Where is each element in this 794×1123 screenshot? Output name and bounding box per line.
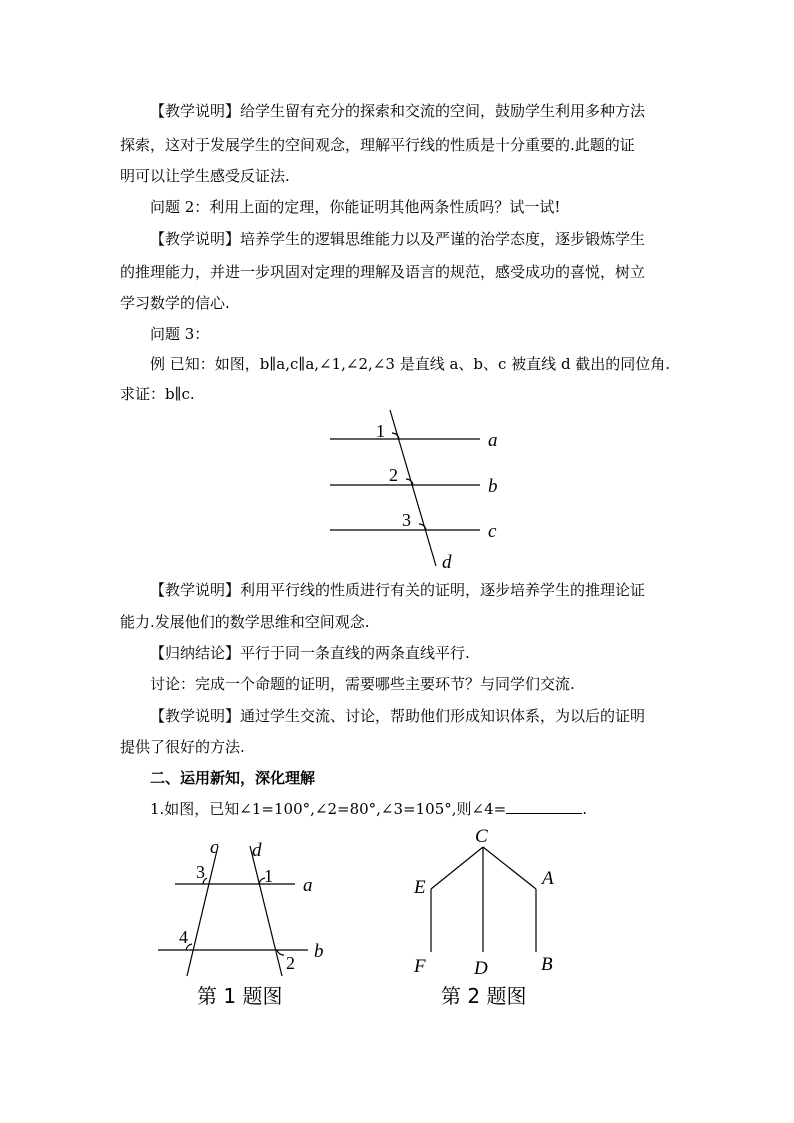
fig1-line-a-label: a <box>303 875 313 896</box>
fig2-point-F-label: F <box>414 956 426 977</box>
teaching-note-3-line-1: 【教学说明】利用平行线的性质进行有关的证明，逐步培养学生的推理论证 <box>150 581 646 599</box>
teaching-note-1-line-1: 【教学说明】给学生留有充分的探索和交流的空间，鼓励学生利用多种方法 <box>150 102 646 120</box>
teaching-note-2-line-2: 的推理能力，并进一步巩固对定理的理解及语言的规范，感受成功的喜悦，树立 <box>120 263 646 281</box>
teaching-note-3-line-2: 能力.发展他们的数学思维和空间观念. <box>120 613 370 631</box>
section-heading: 二、运用新知，深化理解 <box>150 769 316 787</box>
fig2-point-A-label: A <box>542 868 554 889</box>
example-line-b-label: b <box>488 476 498 497</box>
teaching-note-2-line-1: 【教学说明】培养学生的逻辑思维能力以及严谨的治学态度，逐步锻炼学生 <box>150 230 646 248</box>
example-line-c-label: c <box>488 521 497 542</box>
teaching-note-4-line-2: 提供了很好的方法. <box>120 738 245 756</box>
example-line-d-label: d <box>442 552 452 573</box>
fig2-point-D-label: D <box>474 958 488 979</box>
teaching-note-4-line-1: 【教学说明】通过学生交流、讨论，帮助他们形成知识体系，为以后的证明 <box>150 707 646 725</box>
teaching-note-1-line-2: 探索，这对于发展学生的空间观念，理解平行线的性质是十分重要的.此题的证 <box>120 136 635 154</box>
fig2-point-C-label: C <box>475 826 488 847</box>
fig1-line-b-label: b <box>314 941 324 962</box>
fig2-segment-CA <box>483 847 536 889</box>
exercise-1-period: . <box>582 800 587 818</box>
fig1-line-d-label: d <box>252 840 262 861</box>
example-line-a-label: a <box>488 430 498 451</box>
fig2-segment-EC <box>431 847 483 889</box>
exercise-1-text: 1.如图，已知∠1=100°,∠2=80°,∠3=105°,则∠4= <box>150 800 507 818</box>
fig1-angle-4-label: 4 <box>179 927 188 947</box>
fig2-point-B-label: B <box>541 954 553 975</box>
figure-1-caption: 第 1 题图 <box>197 984 283 1008</box>
fig1-line-c-label: c <box>210 837 219 858</box>
fig1-angle-3-label: 3 <box>196 862 205 882</box>
question-3: 问题 3： <box>150 325 210 343</box>
teaching-note-2-line-3: 学习数学的信心. <box>120 294 230 312</box>
fig2-point-E-label: E <box>414 877 426 898</box>
teaching-note-1-line-3: 明可以让学生感受反证法. <box>120 167 290 185</box>
fig1-angle-1-label: 1 <box>264 866 273 886</box>
question-2: 问题 2：利用上面的定理，你能证明其他两条性质吗？试一试! <box>150 198 561 216</box>
discussion: 讨论：完成一个命题的证明，需要哪些主要环节？与同学们交流. <box>150 675 575 693</box>
figure-2-caption: 第 2 题图 <box>441 984 527 1008</box>
example-angle-3-label: 3 <box>402 510 411 530</box>
example-angle-1-label: 1 <box>376 421 385 441</box>
conclusion: 【归纳结论】平行于同一条直线的两条直线平行. <box>150 644 470 662</box>
example-angle-2-label: 2 <box>389 465 398 485</box>
example-statement: 例 已知：如图，b∥a,c∥a,∠1,∠2,∠3 是直线 a、b、c 被直线 d 截出的同位角. <box>150 355 671 373</box>
example-prove: 求证：b∥c. <box>120 385 195 403</box>
fig1-angle-2-label: 2 <box>286 953 295 973</box>
